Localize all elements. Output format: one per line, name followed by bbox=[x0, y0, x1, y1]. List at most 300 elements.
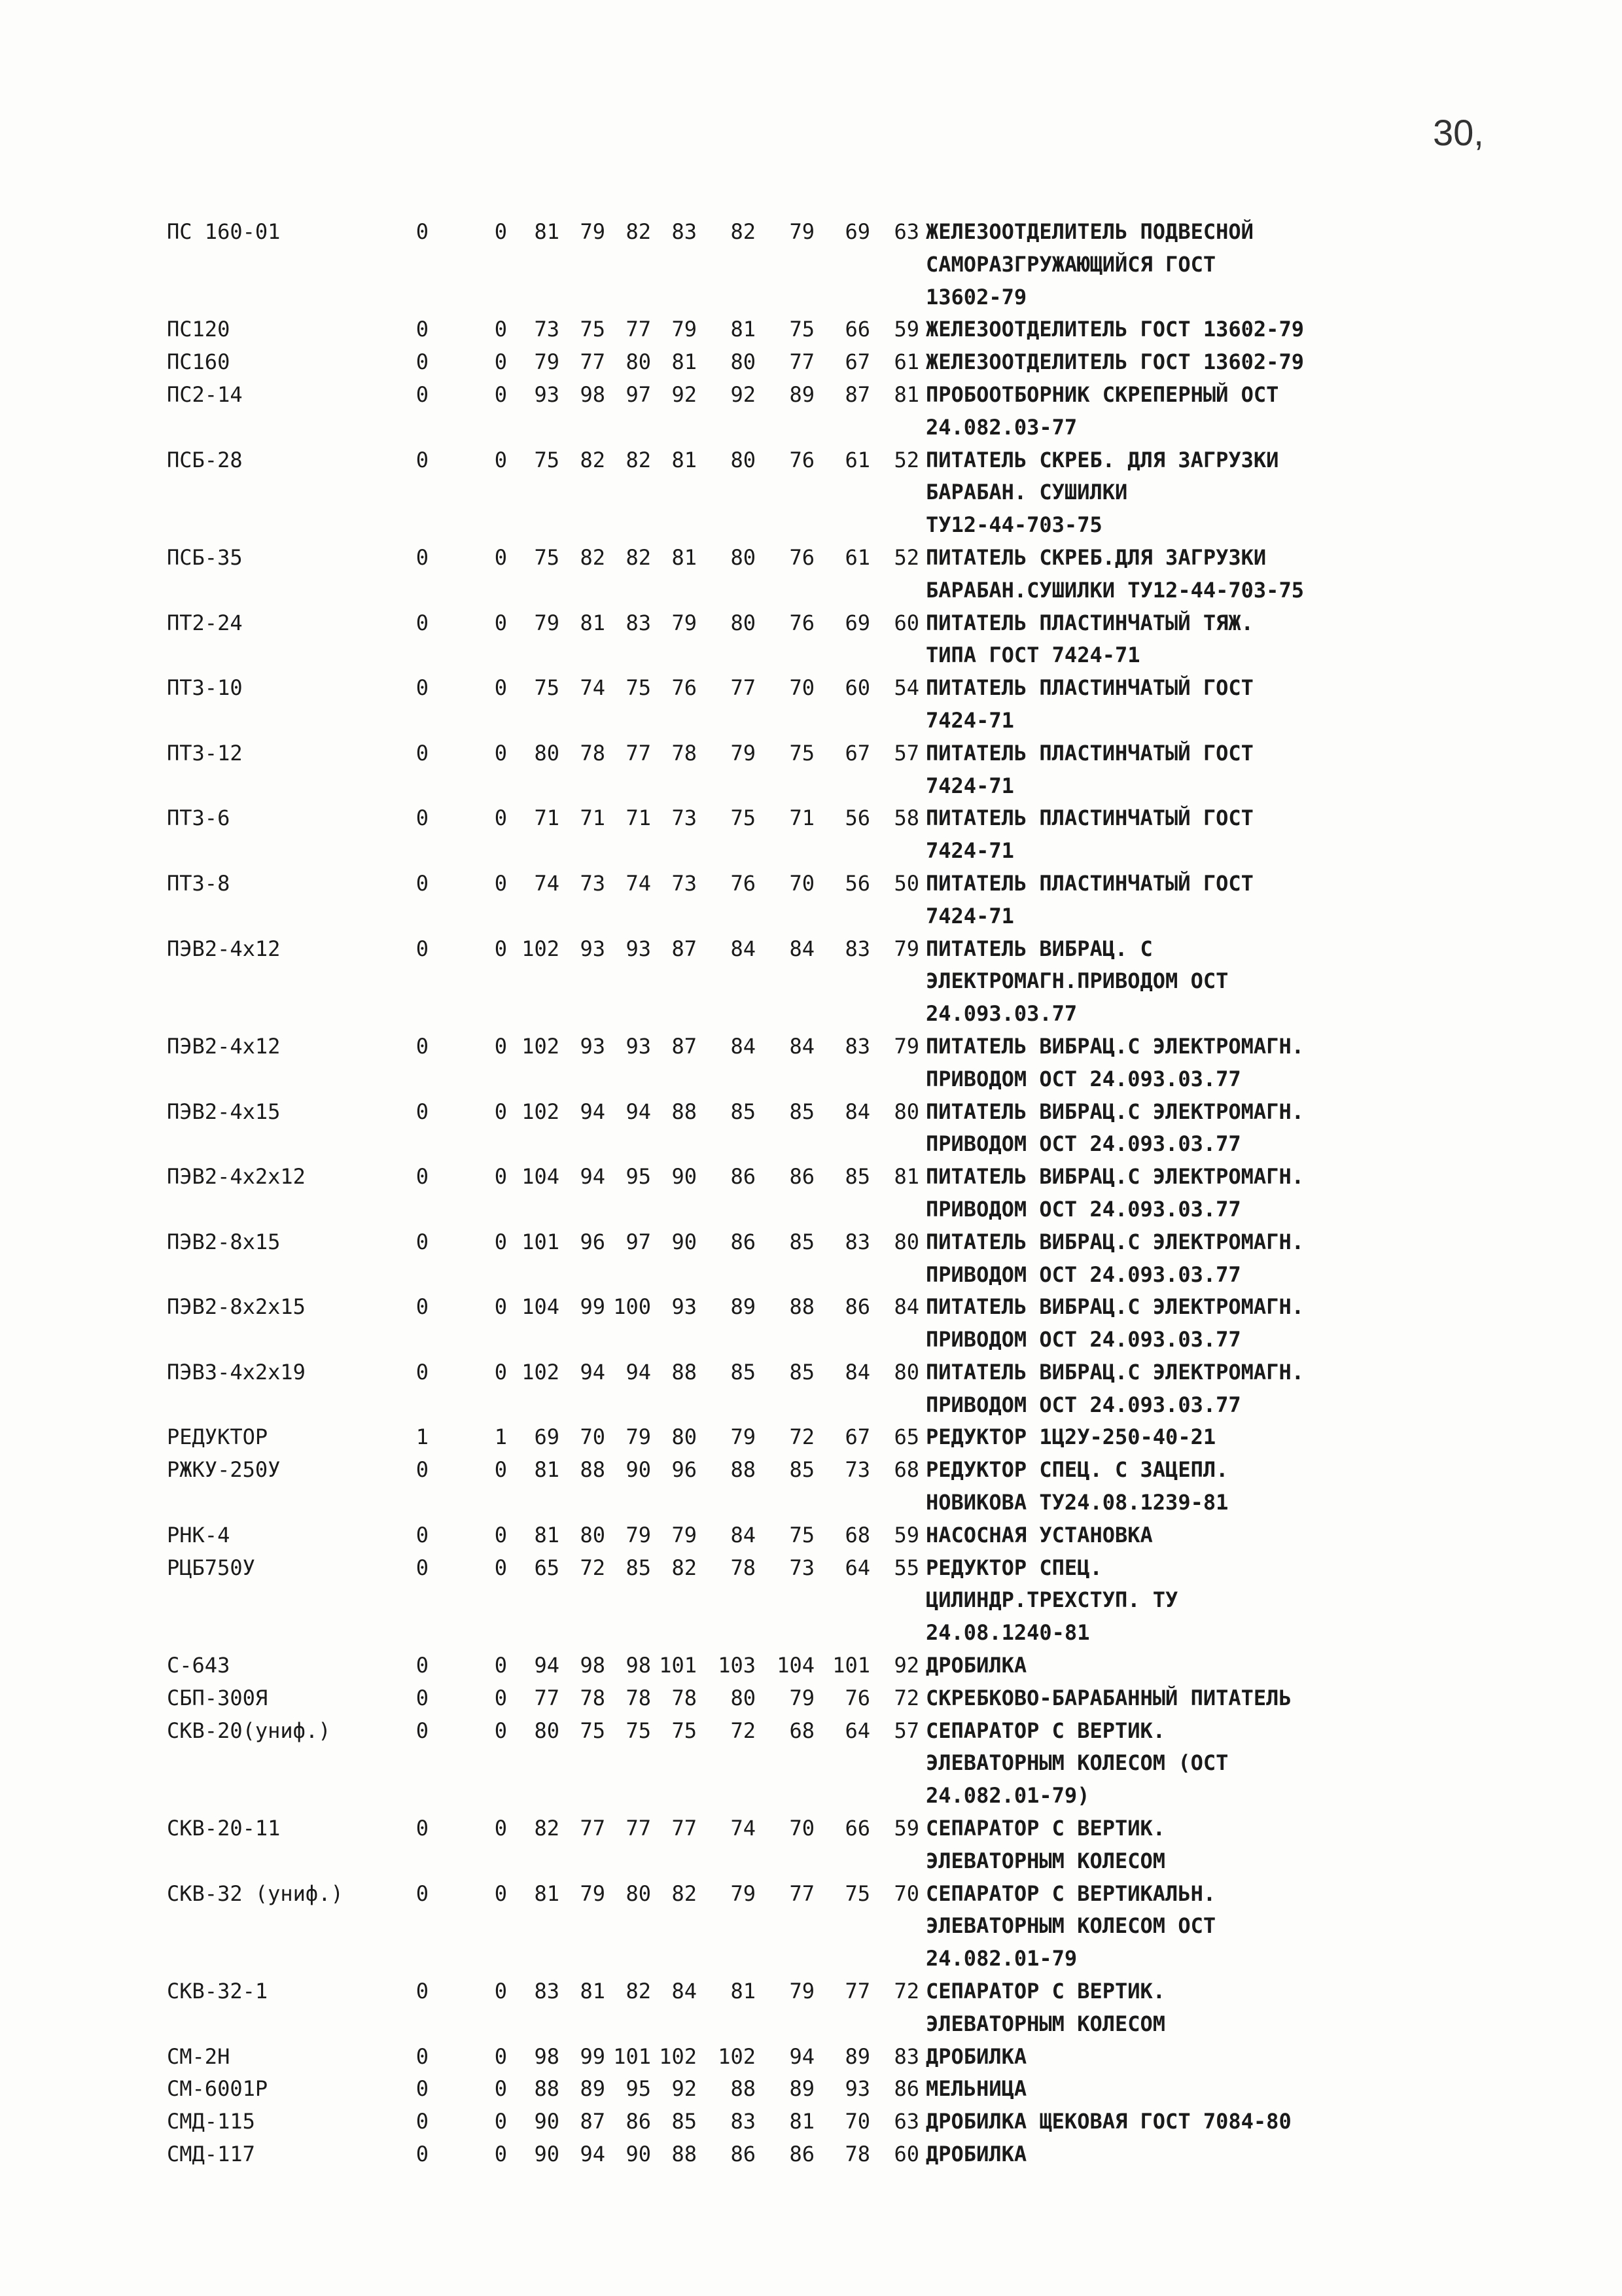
value-cell-9: 57 bbox=[894, 740, 919, 766]
value-cell-0: 0 bbox=[415, 317, 429, 342]
value-cell-0: 0 bbox=[415, 936, 429, 961]
equipment-description bbox=[926, 672, 1541, 737]
equipment-description bbox=[926, 1031, 1541, 1096]
equipment-description bbox=[926, 379, 1541, 444]
table-row bbox=[167, 1975, 1541, 2041]
value-cell-7: 76 bbox=[789, 610, 815, 635]
value-cell-6: 88 bbox=[730, 1457, 756, 1483]
value-cell-7: 85 bbox=[789, 1229, 815, 1254]
value-cell-3: 81 bbox=[580, 1979, 605, 2004]
description-line: ПИТАТЕЛЬ ПЛАСТИНЧАТЫЙ ГОСТ bbox=[926, 675, 1254, 701]
value-cell-9: 72 bbox=[894, 1979, 919, 2004]
value-cell-1: 0 bbox=[494, 1359, 507, 1385]
value-cell-8: 56 bbox=[845, 870, 870, 896]
equipment-description bbox=[926, 1812, 1541, 1878]
value-cell-9: 57 bbox=[894, 1718, 919, 1743]
equipment-description bbox=[926, 933, 1541, 1031]
value-cell-9: 52 bbox=[894, 447, 919, 472]
value-cell-8: 60 bbox=[845, 675, 870, 701]
value-cell-5: 84 bbox=[671, 1979, 697, 2004]
value-cell-5: 87 bbox=[671, 1033, 697, 1059]
value-cell-9: 50 bbox=[894, 870, 919, 896]
value-cell-8: 67 bbox=[845, 1424, 870, 1450]
description-line: САМОРАЗГРУЖАЮЩИЙСЯ ГОСТ bbox=[926, 251, 1216, 277]
value-cell-9: 92 bbox=[894, 1653, 919, 1678]
description-line: БАРАБАН. СУШИЛКИ bbox=[926, 480, 1128, 505]
table-row bbox=[167, 1682, 1541, 1715]
value-cell-7: 75 bbox=[789, 740, 815, 766]
description-line: 7424-71 bbox=[926, 773, 1014, 798]
value-cell-0: 0 bbox=[415, 447, 429, 472]
equipment-code: ПЭВ3-4х2х19 bbox=[167, 1359, 306, 1385]
description-line: ЭЛЕВАТОРНЫМ КОЛЕСОМ (ОСТ bbox=[926, 1750, 1229, 1776]
equipment-code: ПЭВ2-4х12 bbox=[167, 936, 281, 961]
description-line: ПРОБООТБОРНИК СКРЕПЕРНЫЙ ОСТ bbox=[926, 381, 1279, 407]
value-cell-0: 0 bbox=[415, 1457, 429, 1483]
value-cell-4: 75 bbox=[626, 1718, 651, 1743]
value-cell-3: 94 bbox=[580, 1359, 605, 1385]
value-cell-4: 82 bbox=[626, 447, 651, 472]
description-line: СЕПАРАТОР С ВЕРТИК. bbox=[926, 1816, 1166, 1841]
value-cell-7: 85 bbox=[789, 1359, 815, 1385]
value-cell-2: 82 bbox=[534, 1816, 559, 1841]
value-cell-0: 0 bbox=[415, 1653, 429, 1678]
value-cell-1: 0 bbox=[494, 1685, 507, 1710]
equipment-description bbox=[926, 1161, 1541, 1226]
description-line: ПИТАТЕЛЬ СКРЕБ. ДЛЯ ЗАГРУЗКИ bbox=[926, 447, 1279, 472]
value-cell-9: 61 bbox=[894, 349, 919, 375]
value-cell-4: 94 bbox=[626, 1099, 651, 1124]
description-line: ТИПА ГОСТ 7424-71 bbox=[926, 643, 1140, 668]
description-line: ЭЛЕВАТОРНЫМ КОЛЕСОМ bbox=[926, 2011, 1166, 2036]
value-cell-1: 0 bbox=[494, 675, 507, 701]
value-cell-7: 71 bbox=[789, 805, 815, 831]
value-cell-5: 88 bbox=[671, 1099, 697, 1124]
value-cell-3: 79 bbox=[580, 1881, 605, 1906]
description-line: ТУ12-44-703-75 bbox=[926, 512, 1102, 538]
value-cell-6: 76 bbox=[730, 870, 756, 896]
description-line: РЕДУКТОР СПЕЦ. bbox=[926, 1555, 1102, 1580]
equipment-code: РНК-4 bbox=[167, 1522, 230, 1547]
equipment-description bbox=[926, 542, 1541, 607]
description-line: ДРОБИЛКА bbox=[926, 2043, 1027, 2069]
equipment-description bbox=[926, 1226, 1541, 1292]
value-cell-2: 81 bbox=[534, 1522, 559, 1547]
value-cell-4: 78 bbox=[626, 1685, 651, 1710]
value-cell-3: 81 bbox=[580, 610, 605, 635]
value-cell-7: 86 bbox=[789, 2142, 815, 2167]
value-cell-6: 78 bbox=[730, 1555, 756, 1580]
equipment-description bbox=[926, 802, 1541, 868]
description-line: ПИТАТЕЛЬ ВИБРАЦ.С ЭЛЕКТРОМАГН. bbox=[926, 1033, 1304, 1059]
value-cell-2: 80 bbox=[534, 1718, 559, 1743]
value-cell-3: 94 bbox=[580, 1099, 605, 1124]
value-cell-6: 80 bbox=[730, 349, 756, 375]
value-cell-2: 102 bbox=[521, 1359, 559, 1385]
value-cell-7: 84 bbox=[789, 936, 815, 961]
value-cell-2: 104 bbox=[521, 1294, 559, 1320]
value-cell-2: 71 bbox=[534, 805, 559, 831]
table-row bbox=[167, 313, 1541, 346]
value-cell-1: 0 bbox=[494, 381, 507, 407]
equipment-description bbox=[926, 1519, 1541, 1552]
value-cell-5: 79 bbox=[671, 1522, 697, 1547]
value-cell-5: 92 bbox=[671, 381, 697, 407]
description-line: СЕПАРАТОР С ВЕРТИК. bbox=[926, 1979, 1166, 2004]
value-cell-2: 104 bbox=[521, 1164, 559, 1190]
description-line: 24.082.01-79) bbox=[926, 1783, 1090, 1809]
value-cell-4: 75 bbox=[626, 675, 651, 701]
value-cell-1: 0 bbox=[494, 1294, 507, 1320]
equipment-code: СКВ-32 (униф.) bbox=[167, 1881, 344, 1906]
table-row bbox=[167, 1715, 1541, 1812]
description-line: ПРИВОДОМ ОСТ 24.093.03.77 bbox=[926, 1392, 1241, 1417]
table-row bbox=[167, 607, 1541, 673]
value-cell-6: 72 bbox=[730, 1718, 756, 1743]
value-cell-5: 76 bbox=[671, 675, 697, 701]
value-cell-1: 0 bbox=[494, 447, 507, 472]
value-cell-9: 63 bbox=[894, 2109, 919, 2134]
description-line: МЕЛЬНИЦА bbox=[926, 2076, 1027, 2102]
table-row bbox=[167, 1454, 1541, 1519]
table-row bbox=[167, 1161, 1541, 1226]
description-line: ПИТАТЕЛЬ ПЛАСТИНЧАТЫЙ ТЯЖ. bbox=[926, 610, 1254, 635]
equipment-code: ПС 160-01 bbox=[167, 219, 281, 244]
value-cell-1: 0 bbox=[494, 1229, 507, 1254]
equipment-code: РЦБ750У bbox=[167, 1555, 255, 1580]
value-cell-5: 81 bbox=[671, 447, 697, 472]
value-cell-1: 0 bbox=[494, 1457, 507, 1483]
value-cell-0: 0 bbox=[415, 381, 429, 407]
value-cell-1: 0 bbox=[494, 219, 507, 244]
value-cell-4: 74 bbox=[626, 870, 651, 896]
value-cell-5: 78 bbox=[671, 1685, 697, 1710]
value-cell-0: 1 bbox=[415, 1424, 429, 1450]
equipment-code: ПТ3-10 bbox=[167, 675, 243, 701]
value-cell-1: 0 bbox=[494, 740, 507, 766]
value-cell-2: 79 bbox=[534, 349, 559, 375]
value-cell-5: 81 bbox=[671, 349, 697, 375]
value-cell-6: 84 bbox=[730, 1033, 756, 1059]
equipment-description bbox=[926, 1682, 1541, 1715]
table-row bbox=[167, 802, 1541, 868]
value-cell-0: 0 bbox=[415, 349, 429, 375]
value-cell-9: 60 bbox=[894, 2142, 919, 2167]
value-cell-0: 0 bbox=[415, 1555, 429, 1580]
equipment-code: ПС160 bbox=[167, 349, 230, 375]
value-cell-4: 82 bbox=[626, 544, 651, 570]
value-cell-7: 76 bbox=[789, 544, 815, 570]
value-cell-9: 60 bbox=[894, 610, 919, 635]
value-cell-3: 99 bbox=[580, 2043, 605, 2069]
value-cell-8: 89 bbox=[845, 2043, 870, 2069]
value-cell-7: 79 bbox=[789, 219, 815, 244]
description-line: ДРОБИЛКА bbox=[926, 2142, 1027, 2167]
value-cell-8: 93 bbox=[845, 2076, 870, 2102]
value-cell-0: 0 bbox=[415, 740, 429, 766]
value-cell-0: 0 bbox=[415, 1881, 429, 1906]
value-cell-7: 88 bbox=[789, 1294, 815, 1320]
value-cell-0: 0 bbox=[415, 2142, 429, 2167]
value-cell-1: 0 bbox=[494, 805, 507, 831]
equipment-code: СКВ-32-1 bbox=[167, 1979, 268, 2004]
value-cell-2: 79 bbox=[534, 610, 559, 635]
value-cell-3: 79 bbox=[580, 219, 605, 244]
value-cell-5: 77 bbox=[671, 1816, 697, 1841]
value-cell-3: 72 bbox=[580, 1555, 605, 1580]
description-line: 24.08.1240-81 bbox=[926, 1620, 1090, 1646]
value-cell-7: 77 bbox=[789, 349, 815, 375]
value-cell-7: 70 bbox=[789, 870, 815, 896]
value-cell-6: 102 bbox=[718, 2043, 756, 2069]
value-cell-1: 0 bbox=[494, 544, 507, 570]
description-line: НАСОСНАЯ УСТАНОВКА bbox=[926, 1522, 1153, 1547]
value-cell-7: 75 bbox=[789, 317, 815, 342]
value-cell-3: 98 bbox=[580, 381, 605, 407]
value-cell-3: 94 bbox=[580, 2142, 605, 2167]
value-cell-4: 77 bbox=[626, 317, 651, 342]
value-cell-2: 69 bbox=[534, 1424, 559, 1450]
value-cell-1: 0 bbox=[494, 1816, 507, 1841]
value-cell-2: 81 bbox=[534, 1881, 559, 1906]
value-cell-8: 84 bbox=[845, 1359, 870, 1385]
equipment-description bbox=[926, 607, 1541, 673]
value-cell-5: 96 bbox=[671, 1457, 697, 1483]
value-cell-4: 80 bbox=[626, 349, 651, 375]
value-cell-3: 96 bbox=[580, 1229, 605, 1254]
description-line: ЭЛЕКТРОМАГН.ПРИВОДОМ ОСТ bbox=[926, 968, 1229, 994]
value-cell-4: 93 bbox=[626, 936, 651, 961]
value-cell-8: 56 bbox=[845, 805, 870, 831]
value-cell-5: 87 bbox=[671, 936, 697, 961]
value-cell-0: 0 bbox=[415, 1164, 429, 1190]
value-cell-1: 0 bbox=[494, 1881, 507, 1906]
value-cell-2: 102 bbox=[521, 1099, 559, 1124]
value-cell-0: 0 bbox=[415, 675, 429, 701]
equipment-description bbox=[926, 346, 1541, 379]
value-cell-4: 77 bbox=[626, 740, 651, 766]
value-cell-1: 0 bbox=[494, 1033, 507, 1059]
value-cell-2: 75 bbox=[534, 675, 559, 701]
value-cell-6: 74 bbox=[730, 1816, 756, 1841]
value-cell-1: 0 bbox=[494, 1555, 507, 1580]
value-cell-5: 101 bbox=[659, 1653, 697, 1678]
value-cell-0: 0 bbox=[415, 1685, 429, 1710]
table-row bbox=[167, 868, 1541, 933]
value-cell-4: 90 bbox=[626, 1457, 651, 1483]
value-cell-3: 80 bbox=[580, 1522, 605, 1547]
value-cell-4: 97 bbox=[626, 381, 651, 407]
value-cell-1: 0 bbox=[494, 2109, 507, 2134]
value-cell-9: 63 bbox=[894, 219, 919, 244]
equipment-description bbox=[926, 1454, 1541, 1519]
value-cell-8: 67 bbox=[845, 349, 870, 375]
value-cell-5: 75 bbox=[671, 1718, 697, 1743]
description-line: ПИТАТЕЛЬ ПЛАСТИНЧАТЫЙ ГОСТ bbox=[926, 870, 1254, 896]
value-cell-3: 87 bbox=[580, 2109, 605, 2134]
value-cell-0: 0 bbox=[415, 1522, 429, 1547]
value-cell-8: 69 bbox=[845, 219, 870, 244]
value-cell-8: 64 bbox=[845, 1718, 870, 1743]
table-row bbox=[167, 216, 1541, 313]
value-cell-5: 88 bbox=[671, 2142, 697, 2167]
value-cell-5: 81 bbox=[671, 544, 697, 570]
value-cell-4: 90 bbox=[626, 2142, 651, 2167]
value-cell-6: 81 bbox=[730, 1979, 756, 2004]
value-cell-5: 90 bbox=[671, 1164, 697, 1190]
value-cell-2: 88 bbox=[534, 2076, 559, 2102]
value-cell-8: 61 bbox=[845, 544, 870, 570]
description-line: ПРИВОДОМ ОСТ 24.093.03.77 bbox=[926, 1066, 1241, 1091]
description-line: ПИТАТЕЛЬ ВИБРАЦ.С ЭЛЕКТРОМАГН. bbox=[926, 1099, 1304, 1124]
value-cell-3: 70 bbox=[580, 1424, 605, 1450]
value-cell-8: 66 bbox=[845, 1816, 870, 1841]
value-cell-8: 83 bbox=[845, 1229, 870, 1254]
value-cell-2: 65 bbox=[534, 1555, 559, 1580]
value-cell-8: 76 bbox=[845, 1685, 870, 1710]
value-cell-3: 98 bbox=[580, 1653, 605, 1678]
value-cell-9: 70 bbox=[894, 1881, 919, 1906]
value-cell-2: 73 bbox=[534, 317, 559, 342]
equipment-description bbox=[926, 1552, 1541, 1650]
description-line: 24.093.03.77 bbox=[926, 1001, 1078, 1027]
table-row bbox=[167, 1812, 1541, 1878]
value-cell-8: 68 bbox=[845, 1522, 870, 1547]
description-line: ЭЛЕВАТОРНЫМ КОЛЕСОМ bbox=[926, 1848, 1166, 1873]
value-cell-5: 83 bbox=[671, 219, 697, 244]
table-row bbox=[167, 1650, 1541, 1682]
equipment-code: РЖКУ-250У bbox=[167, 1457, 281, 1483]
value-cell-2: 90 bbox=[534, 2142, 559, 2167]
equipment-code: ПТ3-8 bbox=[167, 870, 230, 896]
value-cell-5: 78 bbox=[671, 740, 697, 766]
value-cell-2: 81 bbox=[534, 1457, 559, 1483]
equipment-code: ПЭВ2-4х12 bbox=[167, 1033, 281, 1059]
value-cell-4: 101 bbox=[613, 2043, 651, 2069]
equipment-description bbox=[926, 737, 1541, 803]
value-cell-5: 79 bbox=[671, 317, 697, 342]
equipment-code: ПЭВ2-4х2х12 bbox=[167, 1164, 306, 1190]
value-cell-2: 102 bbox=[521, 1033, 559, 1059]
value-cell-5: 102 bbox=[659, 2043, 697, 2069]
value-cell-4: 98 bbox=[626, 1653, 651, 1678]
value-cell-6: 86 bbox=[730, 1229, 756, 1254]
value-cell-4: 82 bbox=[626, 219, 651, 244]
equipment-description bbox=[926, 2073, 1541, 2106]
value-cell-7: 70 bbox=[789, 1816, 815, 1841]
value-cell-6: 89 bbox=[730, 1294, 756, 1320]
value-cell-2: 101 bbox=[521, 1229, 559, 1254]
value-cell-7: 73 bbox=[789, 1555, 815, 1580]
table-row bbox=[167, 1356, 1541, 1422]
description-line: ДРОБИЛКА bbox=[926, 1653, 1027, 1678]
table-row bbox=[167, 1291, 1541, 1356]
value-cell-8: 64 bbox=[845, 1555, 870, 1580]
value-cell-3: 73 bbox=[580, 870, 605, 896]
value-cell-6: 84 bbox=[730, 1522, 756, 1547]
value-cell-8: 87 bbox=[845, 381, 870, 407]
description-line: РЕДУКТОР 1Ц2У-250-40-21 bbox=[926, 1424, 1216, 1450]
value-cell-5: 73 bbox=[671, 805, 697, 831]
value-cell-6: 85 bbox=[730, 1099, 756, 1124]
value-cell-9: 80 bbox=[894, 1229, 919, 1254]
value-cell-9: 59 bbox=[894, 317, 919, 342]
value-cell-2: 75 bbox=[534, 544, 559, 570]
value-cell-9: 83 bbox=[894, 2043, 919, 2069]
value-cell-8: 70 bbox=[845, 2109, 870, 2134]
value-cell-9: 59 bbox=[894, 1522, 919, 1547]
value-cell-0: 0 bbox=[415, 610, 429, 635]
description-line: 7424-71 bbox=[926, 838, 1014, 864]
value-cell-5: 82 bbox=[671, 1555, 697, 1580]
value-cell-0: 0 bbox=[415, 1979, 429, 2004]
equipment-code: СКВ-20-11 bbox=[167, 1816, 281, 1841]
value-cell-1: 0 bbox=[494, 936, 507, 961]
value-cell-5: 85 bbox=[671, 2109, 697, 2134]
value-cell-3: 78 bbox=[580, 1685, 605, 1710]
table-row bbox=[167, 444, 1541, 542]
value-cell-6: 85 bbox=[730, 1359, 756, 1385]
value-cell-0: 0 bbox=[415, 870, 429, 896]
value-cell-3: 71 bbox=[580, 805, 605, 831]
equipment-code: СМД-115 bbox=[167, 2109, 255, 2134]
description-line: 7424-71 bbox=[926, 707, 1014, 733]
value-cell-4: 95 bbox=[626, 2076, 651, 2102]
equipment-code: СМД-117 bbox=[167, 2142, 255, 2167]
value-cell-1: 0 bbox=[494, 1164, 507, 1190]
equipment-code: ПТ2-24 bbox=[167, 610, 243, 635]
page-number: 30, bbox=[1433, 112, 1484, 153]
value-cell-9: 72 bbox=[894, 1685, 919, 1710]
equipment-code: ПЭВ2-8х2х15 bbox=[167, 1294, 306, 1320]
value-cell-1: 0 bbox=[494, 1522, 507, 1547]
value-cell-3: 82 bbox=[580, 447, 605, 472]
equipment-code: ПСБ-35 bbox=[167, 544, 243, 570]
equipment-code: ПС120 bbox=[167, 317, 230, 342]
value-cell-2: 81 bbox=[534, 219, 559, 244]
value-cell-7: 94 bbox=[789, 2043, 815, 2069]
description-line: 7424-71 bbox=[926, 903, 1014, 928]
value-cell-7: 89 bbox=[789, 381, 815, 407]
value-cell-9: 54 bbox=[894, 675, 919, 701]
table-row bbox=[167, 542, 1541, 607]
value-cell-1: 0 bbox=[494, 870, 507, 896]
description-line: ПИТАТЕЛЬ ВИБРАЦ.С ЭЛЕКТРОМАГН. bbox=[926, 1164, 1304, 1190]
value-cell-7: 76 bbox=[789, 447, 815, 472]
value-cell-1: 0 bbox=[494, 1653, 507, 1678]
table-row bbox=[167, 2106, 1541, 2138]
table-row bbox=[167, 1421, 1541, 1454]
value-cell-8: 67 bbox=[845, 740, 870, 766]
value-cell-7: 85 bbox=[789, 1099, 815, 1124]
description-line: ПИТАТЕЛЬ ВИБРАЦ.С ЭЛЕКТРОМАГН. bbox=[926, 1294, 1304, 1320]
value-cell-7: 89 bbox=[789, 2076, 815, 2102]
value-cell-0: 0 bbox=[415, 1718, 429, 1743]
equipment-code: ПЭВ2-4х15 bbox=[167, 1099, 281, 1124]
value-cell-7: 72 bbox=[789, 1424, 815, 1450]
description-line: СКРЕБКОВО-БАРАБАННЫЙ ПИТАТЕЛЬ bbox=[926, 1685, 1292, 1710]
value-cell-6: 79 bbox=[730, 740, 756, 766]
value-cell-2: 98 bbox=[534, 2043, 559, 2069]
value-cell-0: 0 bbox=[415, 1294, 429, 1320]
value-cell-3: 74 bbox=[580, 675, 605, 701]
value-cell-2: 75 bbox=[534, 447, 559, 472]
table-row bbox=[167, 1878, 1541, 1975]
table-row bbox=[167, 2041, 1541, 2074]
value-cell-6: 79 bbox=[730, 1424, 756, 1450]
value-cell-1: 0 bbox=[494, 349, 507, 375]
equipment-description bbox=[926, 1650, 1541, 1682]
